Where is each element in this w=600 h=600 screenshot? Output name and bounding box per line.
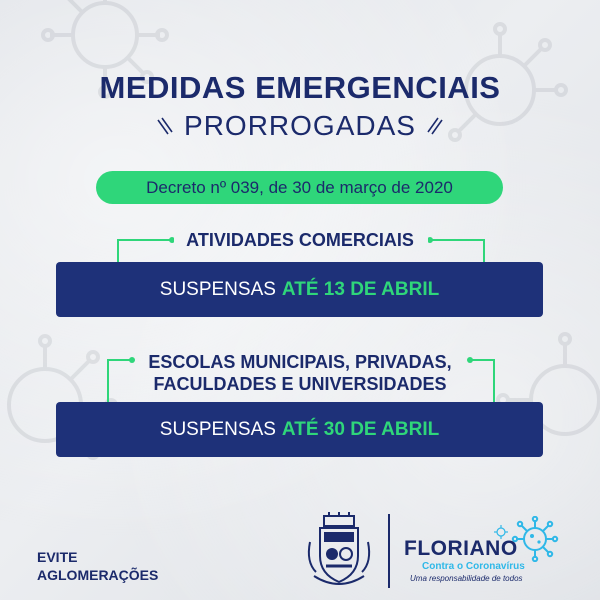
status-text: SUSPENSAS — [159, 278, 276, 300]
brand-subtitle: Contra o Coronavírus — [422, 561, 525, 572]
subtitle-row — [0, 110, 600, 142]
footer-line: AGLOMERAÇÕES — [37, 567, 159, 583]
status-text: SUSPENSAS — [159, 418, 276, 440]
brand-tagline: Uma responsabilidade de todos — [410, 574, 523, 583]
slash-decoration-icon — [426, 116, 444, 136]
status-bar-schools — [56, 402, 543, 457]
footer-line: EVITE — [37, 549, 78, 565]
footer-divider — [388, 514, 390, 588]
status-bar-commerce — [56, 262, 543, 317]
footer-message — [37, 548, 158, 584]
page-subtitle: PRORROGADAS — [184, 110, 416, 141]
section-label-commerce: ATIVIDADES COMERCIAIS — [186, 230, 414, 250]
section-label-line: ESCOLAS MUNICIPAIS, PRIVADAS, — [148, 352, 452, 372]
deadline-text: ATÉ 13 DE ABRIL — [281, 278, 440, 300]
coat-of-arms-icon — [302, 512, 376, 590]
section-label-schools — [0, 351, 600, 395]
deadline-text: ATÉ 30 DE ABRIL — [281, 418, 440, 440]
brand-name: FLORIANO — [404, 537, 518, 560]
page-title: MEDIDAS EMERGENCIAIS — [99, 70, 501, 105]
decree-text: Decreto nº 039, de 30 de março de 2020 — [146, 177, 453, 197]
decree-badge — [96, 171, 503, 204]
section-label-line: FACULDADES E UNIVERSIDADES — [153, 374, 447, 394]
slash-decoration-icon — [156, 116, 174, 136]
